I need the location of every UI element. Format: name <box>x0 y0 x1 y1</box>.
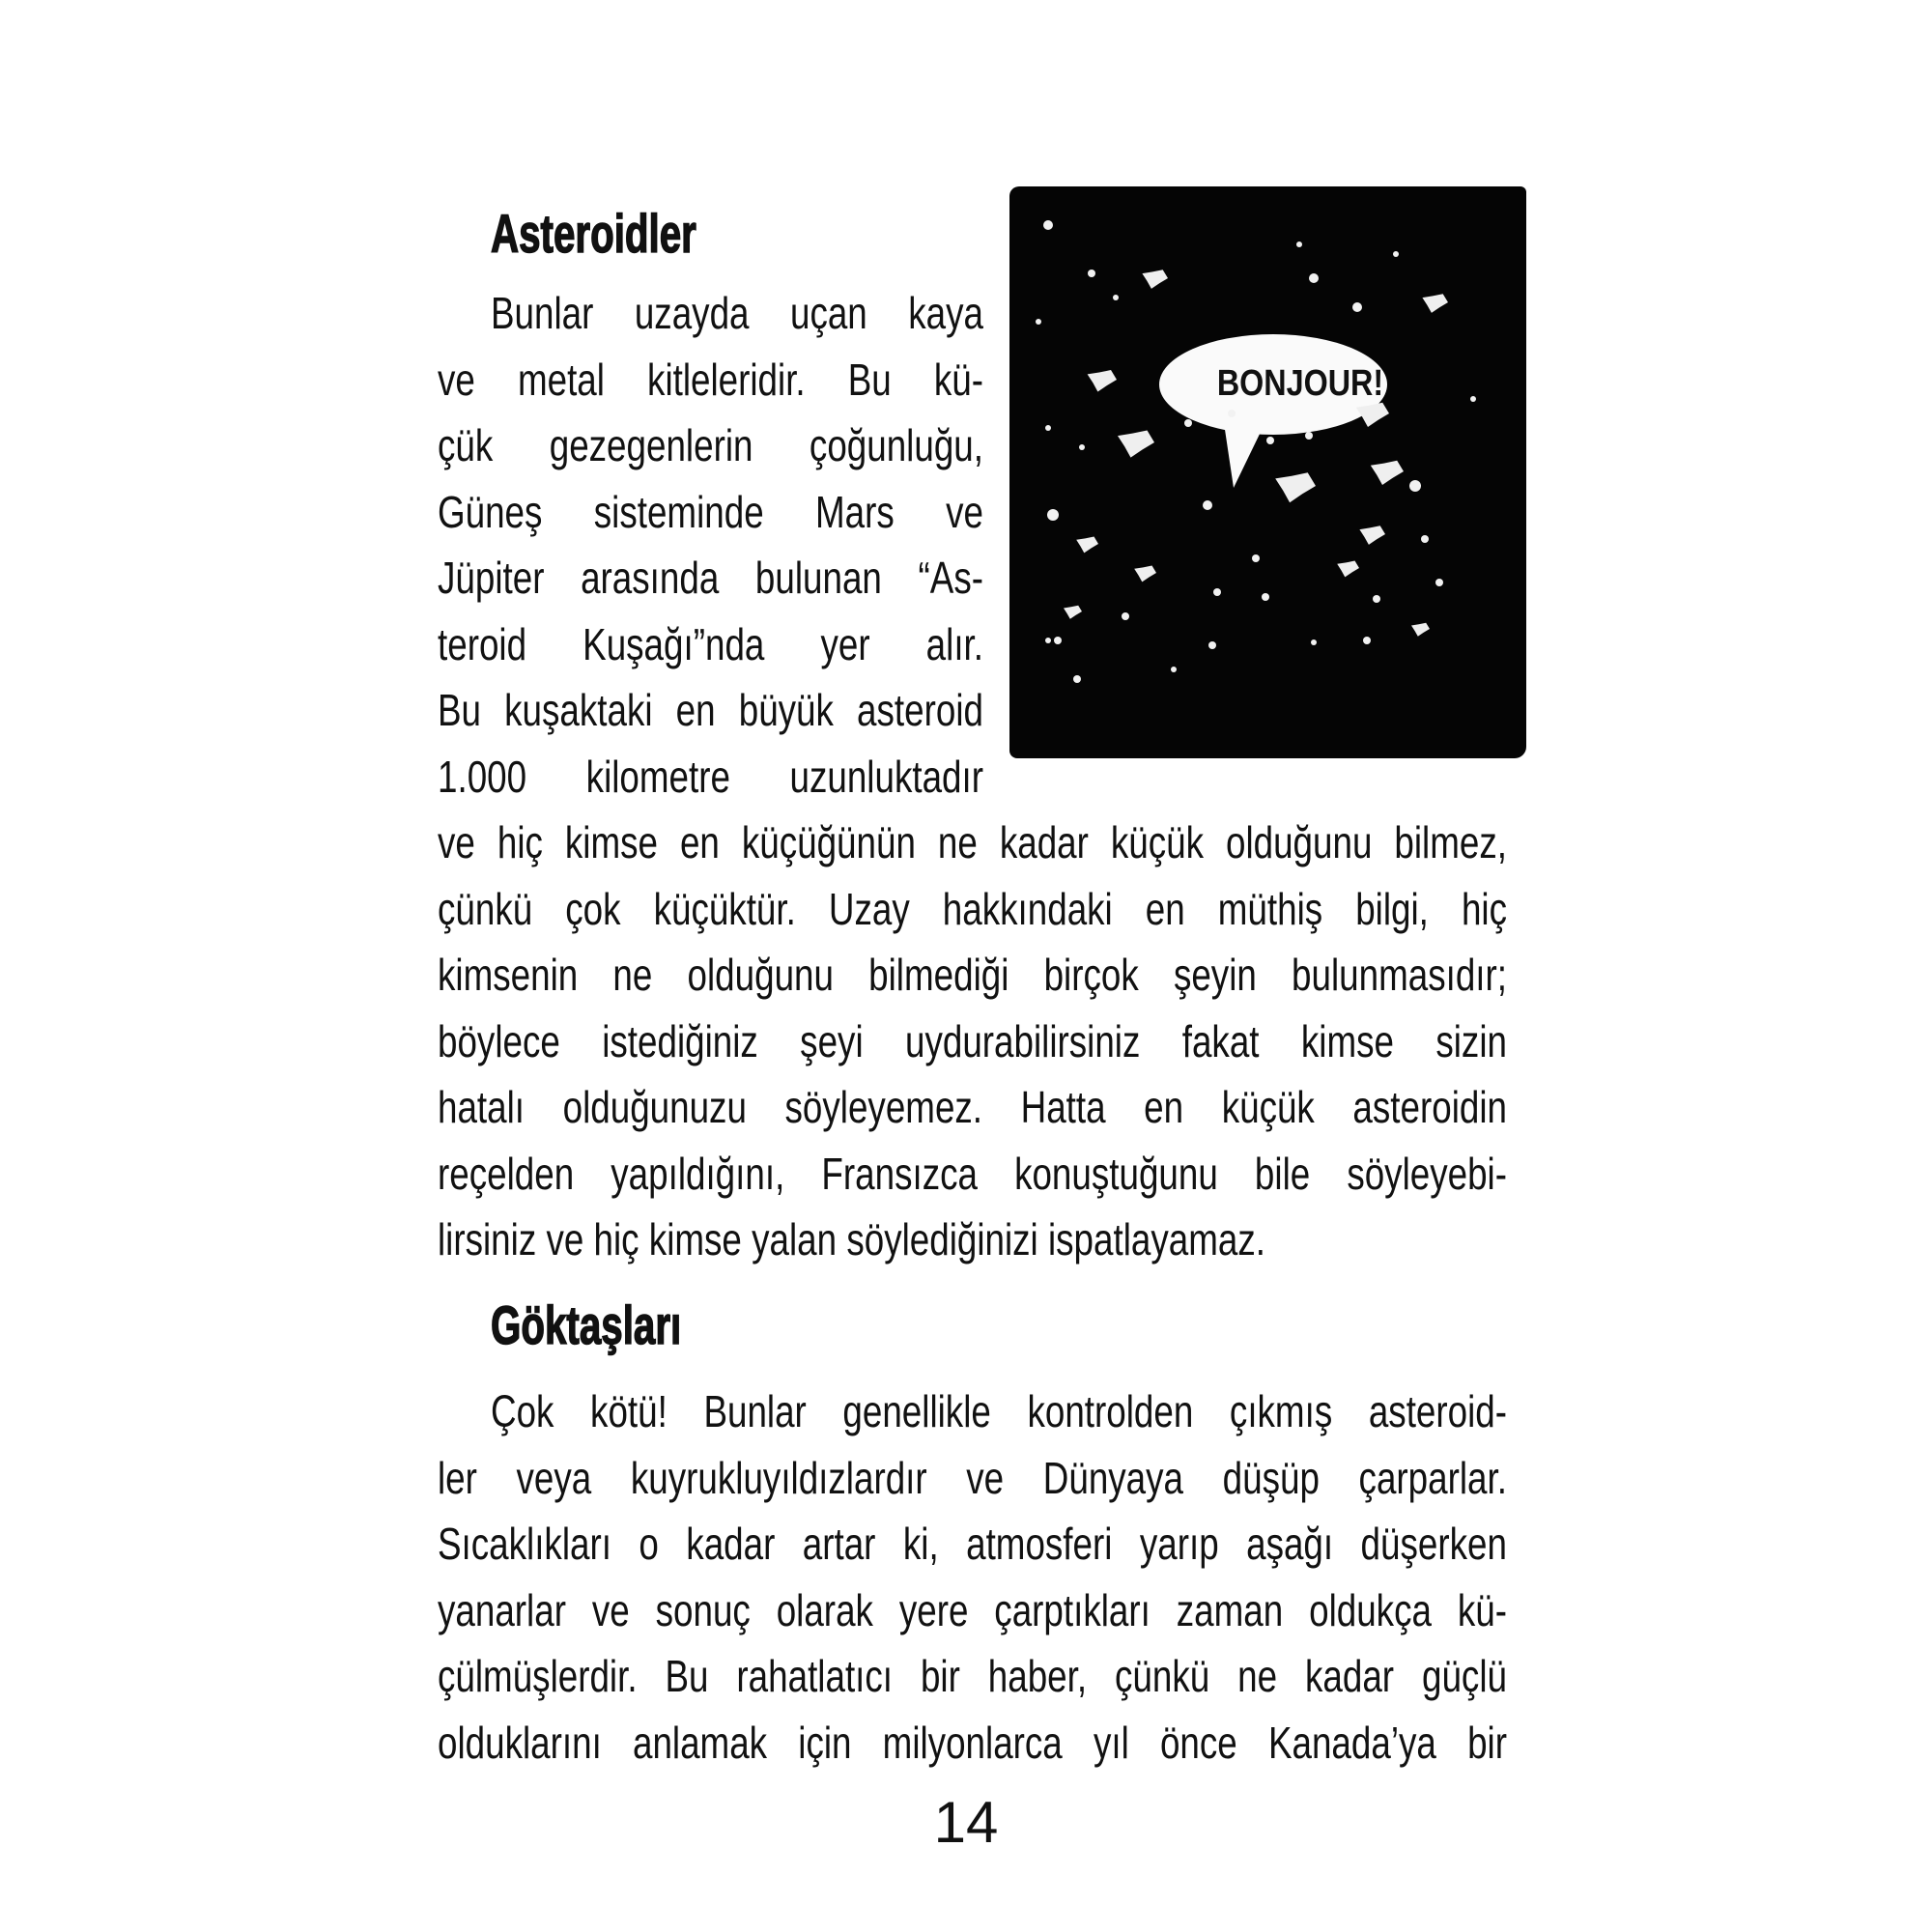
text-line: ler veya kuyrukluyıldızlardır ve Dünyaya düşüp çarparlar. <box>438 1452 1507 1503</box>
asteroid-shape <box>1118 431 1154 458</box>
text-line: Çok kötü! Bunlar genellikle kontrolden çıkmış asteroid- <box>491 1386 1507 1436</box>
text-line: Sıcaklıkları o kadar artar ki, atmosferi yarıp aşağı düşerken <box>438 1519 1507 1569</box>
star-dot <box>1311 639 1317 645</box>
page-number: 14 <box>933 1790 999 1855</box>
star-dot <box>1203 500 1212 510</box>
star-dot <box>1073 675 1081 683</box>
text-line: kimsenin ne olduğunu bilmediği birçok şeyin bulunmasıdır; <box>438 950 1507 1000</box>
speech-bubble <box>1159 334 1387 488</box>
star-dot <box>1393 251 1399 257</box>
text-line: yanarlar ve sonuç olarak yere çarptıkları zaman oldukça kü- <box>438 1584 1507 1635</box>
star-dot <box>1045 425 1051 431</box>
star-dot <box>1122 612 1129 620</box>
star-dot <box>1373 595 1380 603</box>
star-dot <box>1363 637 1371 644</box>
text-line: 1.000 kilometre uzunluktadır <box>438 751 983 802</box>
asteroid-shape <box>1411 623 1430 637</box>
asteroid-shape <box>1371 461 1404 485</box>
asteroid-shape <box>1359 526 1385 545</box>
star-dot <box>1228 410 1236 417</box>
star-dot <box>1043 220 1053 230</box>
text-line: teroid Kuşağı”nda yer alır. <box>438 618 983 669</box>
star-dot <box>1045 638 1051 643</box>
asteroid-shape <box>1337 561 1359 578</box>
text-line: Bu kuşaktaki en büyük asteroid <box>438 685 983 735</box>
star-dot <box>1088 270 1095 277</box>
star-dot <box>1054 637 1062 644</box>
star-dot <box>1208 641 1216 649</box>
text-line: ve hiç kimse en küçüğünün ne kadar küçük olduğunu bilmez, <box>438 817 1507 867</box>
star-dot <box>1421 535 1429 543</box>
star-dot <box>1409 480 1421 492</box>
star-dot <box>1171 667 1177 672</box>
star-dot <box>1113 295 1119 300</box>
speech-bubble-text: BONJOUR! <box>1216 363 1384 404</box>
text-line: çünkü çok küçüktür. Uzay hakkındaki en müthiş bilgi, hiç <box>438 883 1507 934</box>
section-heading-goktaslari: Göktaşları <box>491 1294 682 1355</box>
asteroid-illustration <box>1009 186 1526 758</box>
text-line: lirsiniz ve hiç kimse yalan söylediğinizi ispatlayamaz. <box>438 1214 1265 1264</box>
starfield <box>1009 186 1526 758</box>
asteroid-shape <box>1422 294 1448 313</box>
star-dot <box>1352 302 1362 312</box>
star-dot <box>1266 437 1274 444</box>
text-line: çülmüşlerdir. Bu rahatlatıcı bir haber, çünkü ne kadar güçlü <box>438 1651 1507 1701</box>
text-line: Güneş sisteminde Mars ve <box>438 486 983 537</box>
star-dot <box>1309 273 1319 283</box>
star-dot <box>1047 509 1059 521</box>
star-dot <box>1036 319 1041 325</box>
text-line: Jüpiter arasında bulunan “As- <box>438 553 983 603</box>
asteroid-shape <box>1076 537 1098 554</box>
asteroid-shape <box>1064 606 1082 619</box>
text-line: hatalı olduğunuzu söyleyemez. Hatta en küçük asteroidin <box>438 1082 1507 1132</box>
asteroid-shape <box>1275 472 1316 502</box>
asteroid-shape <box>1134 566 1156 582</box>
star-dot <box>1435 579 1443 586</box>
text-line: böylece istediğiniz şeyi uydurabilirsiniz fakat kimse sizin <box>438 1015 1507 1066</box>
text-line: olduklarını anlamak için milyonlarca yıl önce Kanada’ya bir <box>438 1717 1507 1768</box>
text-line: reçelden yapıldığını, Fransızca konuştuğunu bile söyleyebi- <box>438 1148 1507 1199</box>
section-heading-asteroidler: Asteroidler <box>491 203 696 264</box>
text-line: ve metal kitleleridir. Bu kü- <box>438 354 983 405</box>
star-dot <box>1296 242 1302 247</box>
asteroid-shape <box>1088 370 1117 392</box>
asteroid-shape <box>1142 270 1168 289</box>
text-line: çük gezegenlerin çoğunluğu, <box>438 420 983 470</box>
star-dot <box>1213 588 1221 596</box>
star-dot <box>1470 396 1476 402</box>
star-dot <box>1079 444 1085 450</box>
star-dot <box>1252 554 1260 562</box>
text-line: Bunlar uzayda uçan kaya <box>491 288 983 338</box>
star-dot <box>1262 593 1269 601</box>
star-dot <box>1184 419 1192 427</box>
star-dot <box>1305 432 1313 440</box>
